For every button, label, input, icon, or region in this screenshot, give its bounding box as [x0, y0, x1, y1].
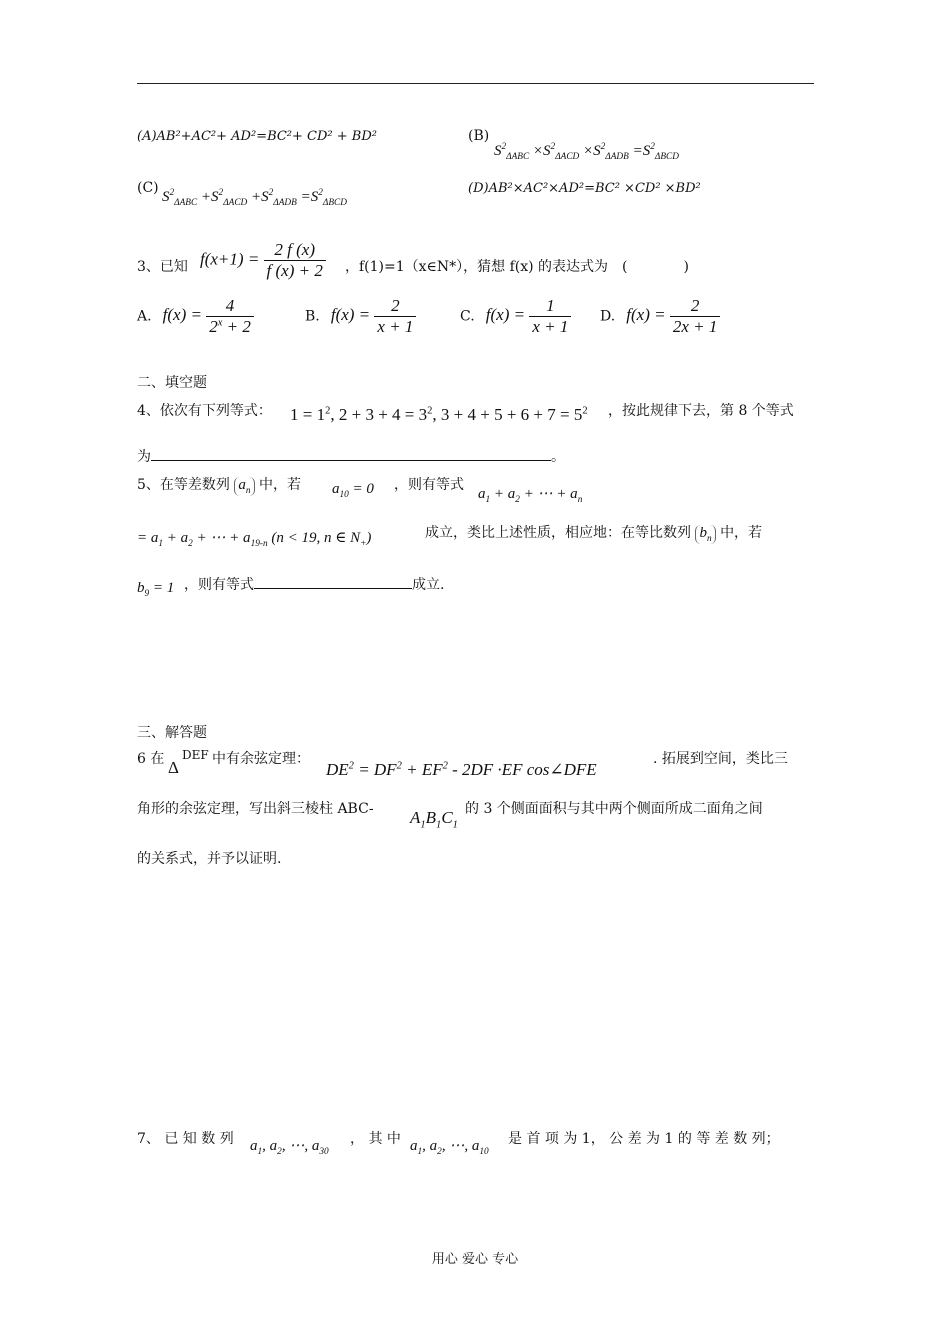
q3-choice-a-label: A.: [137, 308, 152, 325]
option-d-text: (D)AB²×AC²×AD²=BC² ×CD² ×BD²: [468, 181, 701, 196]
q3-choice-d-wrap: [600, 296, 720, 337]
option-b-formula: $S^2_{\Delta ABC} \times S^2_{\Delta ACD} \times S^2_{\Delta ADB} =S^2_{\Delta BCD}$: [494, 142, 679, 162]
q5-answer-blank: [254, 574, 412, 589]
q4-line2-prefix: 为: [137, 449, 151, 465]
q6-line2-suffix: 的 3 个侧面面积与其中两个侧面所成二面角之间: [465, 801, 763, 817]
q6-suffix: . 拓展到空间，类比三: [653, 751, 788, 767]
q3-choice-c-label: C.: [460, 308, 475, 325]
q5-seq-a: $a_n$: [234, 477, 254, 496]
option-b-label: (B): [468, 128, 490, 144]
q6-tri-symbol: Δ: [168, 758, 179, 777]
q3-choice-c-wrap: [460, 296, 571, 337]
q4-line2: [137, 446, 565, 466]
q3-given-tail: ，f(1)=1（x∈N*），猜想 f(x) 的表达式为 ( ): [345, 259, 689, 275]
q4-prefix: 4、依次有下列等式：: [137, 403, 272, 419]
header-rule: [137, 83, 814, 84]
q5-prefix: 5、在等差数列: [137, 477, 230, 493]
q5-line2-text: [425, 522, 762, 544]
q3-choice-c: f(x) = $\frac{1}{x + 1}$: [486, 305, 572, 324]
q5-mid1: 中，若: [258, 477, 301, 493]
q6-line3: 的关系式，并予以证明.: [137, 851, 282, 867]
q6-mid: 中有余弦定理：: [212, 751, 310, 767]
q3-choice-b: f(x) = $\frac{2}{x + 1}$: [331, 305, 417, 324]
q7-seq1: $a_1$, $a_2$, ⋯, $a_{30}$: [250, 1138, 329, 1157]
q3-choice-b-wrap: [305, 296, 416, 337]
q7-mid: ， 其 中: [350, 1131, 401, 1147]
q5-cond: $a_{10} = 0$: [332, 481, 374, 500]
q5-line2-formula: = $a_1 + a_2$ + ⋯ + $a_{19-n}$ (n < 19, n ∈ $N_+$): [137, 530, 372, 549]
q5-line2-suffix: 成立，类比上述性质，相应地：在等比数列: [425, 525, 691, 541]
q5-line3-end: 成立.: [412, 577, 445, 593]
q4-line2-suffix: 。: [551, 449, 565, 465]
q3-choices: [137, 296, 254, 337]
option-c-label: (C): [137, 180, 159, 196]
q6-tri-name: DEF: [182, 748, 209, 762]
q7-seq2: $a_1$, $a_2$, ⋯, $a_{10}$: [410, 1138, 489, 1157]
q4-formula: $1 = 1^2$, $2 + 3 + 4 = 3^2$, $3 + 4 + 5 + 6 + 7 = 5^2$: [290, 405, 588, 424]
q4-answer-blank: [151, 446, 551, 461]
q5-line3-mid: ，则有等式: [184, 577, 254, 593]
section-2-title: 二、填空题: [137, 375, 207, 391]
q7-prefix: 7、 已 知 数 列: [137, 1131, 234, 1147]
q3-given-formula: f(x+1) = $\frac{2 f (x)}{f (x) + 2}$: [200, 240, 326, 281]
q5-mid2: ，则有等式: [394, 477, 464, 493]
page-footer: 用心 爱心 专心: [431, 1252, 519, 1267]
q6-prefix: 6 在: [137, 751, 165, 767]
q5-line3: [184, 574, 444, 594]
option-a-text: (A)AB²+AC²+ AD²=BC²+ CD² + BD²: [137, 129, 377, 144]
q3-prefix: 3、已知: [137, 259, 188, 275]
q4-suffix: ，按此规律下去，第 8 个等式: [608, 403, 794, 419]
section-3-title: 三、解答题: [137, 725, 207, 741]
option-d: [468, 180, 701, 196]
q3-choice-a: f(x) = $\frac{4}{2^x + 2}$: [163, 305, 254, 324]
q6-formula: $DE^2 = DF^2 + EF^2 - 2DF \cdot EF$ cos∠DFE: [326, 760, 597, 779]
q5-line2-end: 中，若: [720, 525, 763, 541]
q3-fraction: $\frac{2 f (x)}{f (x) + 2}$: [264, 240, 326, 281]
q5-sum: $a_1 + a_2$ + ⋯ + $a_n$: [478, 486, 583, 505]
q3-choice-d: f(x) = $\frac{2}{2x + 1}$: [626, 305, 720, 324]
q5-line1: [137, 474, 301, 496]
q5-cond2: $b_9 = 1$: [137, 580, 175, 599]
q3-choice-d-label: D.: [600, 308, 616, 325]
q5-seq-b: $b_n$: [695, 525, 715, 544]
q6-line2-prefix: 角形的余弦定理，写出斜三棱柱 ABC-: [137, 801, 374, 817]
q7-suffix: 是 首 项 为 1， 公 差 为 1 的 等 差 数 列；: [508, 1131, 780, 1147]
option-a: [137, 128, 377, 144]
q3-choice-b-label: B.: [305, 308, 320, 325]
option-c-formula: $S^2_{\Delta ABC} +S^2_{\Delta ACD} +S^2_{\Delta ADB} =S^2_{\Delta BCD}$: [162, 188, 347, 208]
q6-prism: $A_1B_1C_1$: [410, 808, 458, 831]
